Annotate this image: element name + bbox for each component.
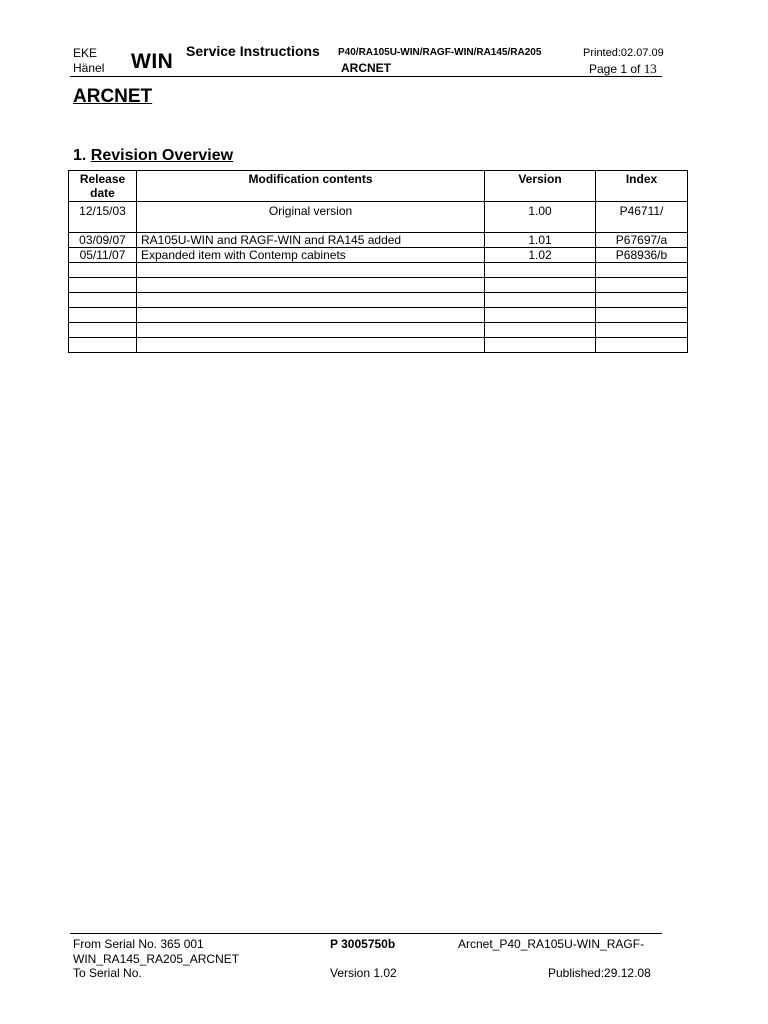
cell-version xyxy=(485,308,596,323)
cell-release-date xyxy=(69,338,137,353)
table-row xyxy=(69,308,688,323)
footer-file-name-line1: Arcnet_P40_RA105U-WIN_RAGF- xyxy=(458,937,645,951)
document-title: ARCNET xyxy=(73,86,153,107)
column-header-release-date: Release date xyxy=(69,171,137,202)
cell-version xyxy=(485,323,596,338)
table-row xyxy=(69,278,688,293)
section-title: Revision Overview xyxy=(90,147,234,164)
page-prefix: Page 1 of xyxy=(589,62,641,76)
footer-version: Version 1.02 xyxy=(330,966,397,980)
table-row xyxy=(69,293,688,308)
header-page-number xyxy=(589,61,657,77)
cell-modification xyxy=(137,293,485,308)
footer-published-date: Published:29.12.08 xyxy=(548,966,651,980)
cell-version xyxy=(485,338,596,353)
cell-index xyxy=(596,278,688,293)
header-product-logo: WIN xyxy=(131,50,174,73)
cell-release-date xyxy=(69,263,137,278)
cell-index xyxy=(596,338,688,353)
cell-index xyxy=(596,293,688,308)
header-author: Hänel xyxy=(73,61,105,75)
footer-from-serial: From Serial No. 365 001 xyxy=(73,937,204,951)
cell-modification xyxy=(137,263,485,278)
cell-index xyxy=(596,323,688,338)
table-row xyxy=(69,202,688,233)
table-row xyxy=(69,248,688,263)
section-number: 1. xyxy=(73,147,87,164)
cell-index xyxy=(596,263,688,278)
header-models: P40/RA105U-WIN/RAGF-WIN/RA145/RA205 xyxy=(338,47,542,58)
cell-release-date: 05/11/07 xyxy=(69,248,137,263)
table-header-row xyxy=(69,171,688,202)
section-heading xyxy=(73,147,233,165)
cell-modification xyxy=(137,308,485,323)
cell-modification xyxy=(137,323,485,338)
column-header-version: Version xyxy=(485,171,596,202)
column-header-modification: Modification contents xyxy=(137,171,485,202)
cell-version: 1.02 xyxy=(485,248,596,263)
footer-file-name-line2: WIN_RA145_RA205_ARCNET xyxy=(73,952,240,966)
cell-version xyxy=(485,263,596,278)
cell-index xyxy=(596,308,688,323)
cell-release-date: 03/09/07 xyxy=(69,233,137,248)
cell-index: P46711/ xyxy=(596,202,688,233)
cell-release-date xyxy=(69,278,137,293)
footer-to-serial: To Serial No. xyxy=(73,966,142,980)
footer-doc-number: P 3005750b xyxy=(330,937,396,951)
cell-version: 1.00 xyxy=(485,202,596,233)
header-dept: EKE xyxy=(73,46,98,60)
cell-index: P67697/a xyxy=(596,233,688,248)
table-row xyxy=(69,338,688,353)
footer-rule xyxy=(70,933,662,934)
column-header-index: Index xyxy=(596,171,688,202)
cell-modification xyxy=(137,338,485,353)
table-row xyxy=(69,263,688,278)
header-rule xyxy=(70,76,662,77)
header-doc-type: Service Instructions xyxy=(186,43,320,59)
cell-modification xyxy=(137,278,485,293)
revision-table xyxy=(68,170,688,353)
header-printed-date: Printed:02.07.09 xyxy=(583,47,664,59)
cell-release-date: 12/15/03 xyxy=(69,202,137,233)
page-total: 13 xyxy=(643,61,657,76)
cell-modification: RA105U-WIN and RAGF-WIN and RA145 added xyxy=(137,233,485,248)
cell-modification: Expanded item with Contemp cabinets xyxy=(137,248,485,263)
table-row xyxy=(69,233,688,248)
header-subject: ARCNET xyxy=(341,61,391,75)
cell-version xyxy=(485,278,596,293)
cell-modification: Original version xyxy=(137,202,485,233)
cell-version xyxy=(485,293,596,308)
cell-index: P68936/b xyxy=(596,248,688,263)
table-row xyxy=(69,323,688,338)
cell-version: 1.01 xyxy=(485,233,596,248)
cell-release-date xyxy=(69,293,137,308)
cell-release-date xyxy=(69,308,137,323)
cell-release-date xyxy=(69,323,137,338)
